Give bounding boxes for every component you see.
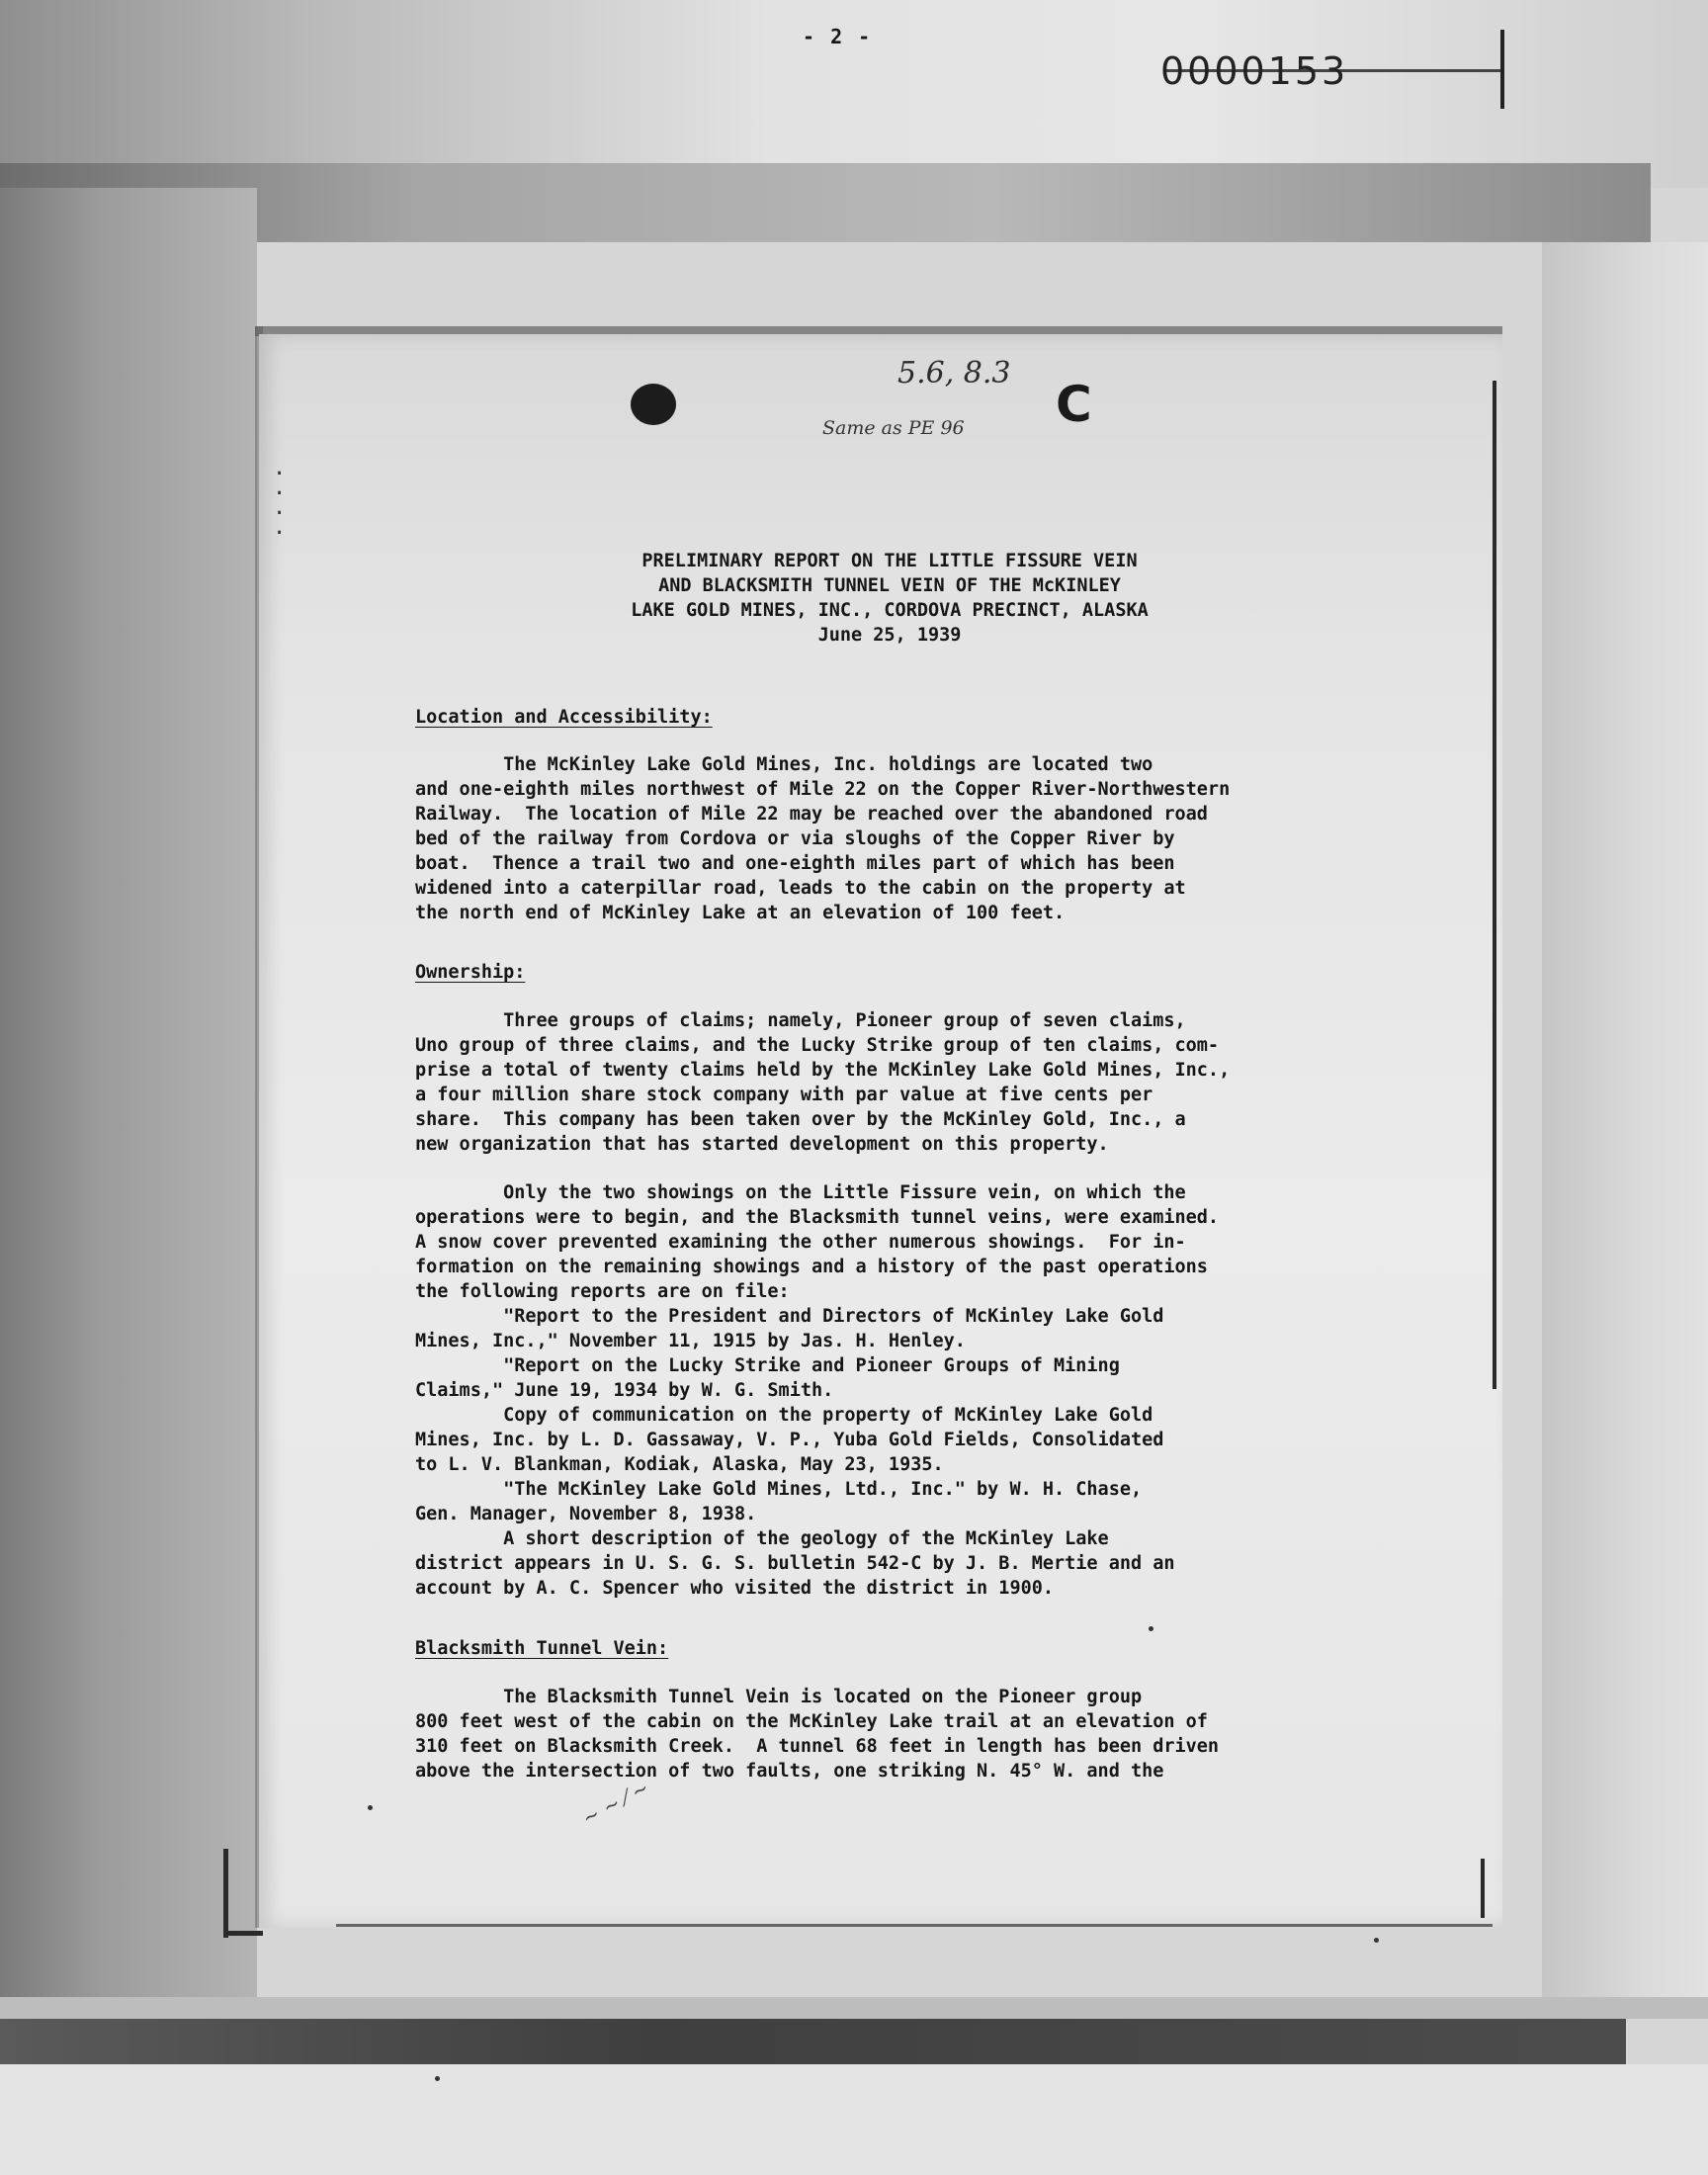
stamp-tick-mark xyxy=(1500,30,1504,109)
right-corner-mark xyxy=(1481,1859,1485,1918)
punch-hole xyxy=(631,384,676,425)
speck-mark xyxy=(435,2076,440,2081)
paragraph-ownership-claims: Three groups of claims; namely, Pioneer group of seven claims, Uno group of three claims, and the Lucky Strike group of ten claims, com- prise a total of twenty claims held by the McKinley Lake Gold Mines, Inc., a four million share stock company with par value at five cents per share. This company has been taken over by the McKinley Gold, Inc., a new organization that has started development on this property. xyxy=(415,1010,1231,1155)
left-corner-mark-foot xyxy=(223,1931,263,1936)
title-date: June 25, 1939 xyxy=(817,625,962,646)
section-heading-ownership: Ownership: xyxy=(415,962,526,983)
scan-background-left xyxy=(0,188,257,1997)
title-line: AND BLACKSMITH TUNNEL VEIN OF THE McKINLEY xyxy=(658,575,1121,596)
section-heading-blacksmith: Blacksmith Tunnel Vein: xyxy=(415,1638,669,1659)
punch-hole-mark: C xyxy=(1056,376,1092,433)
scan-background-bottom xyxy=(0,2064,1708,2175)
title-line: PRELIMINARY REPORT ON THE LITTLE FISSURE VEIN xyxy=(641,551,1138,571)
speck-mark xyxy=(368,1805,373,1810)
paragraph-location: The McKinley Lake Gold Mines, Inc. holdings are located two and one-eighth miles northwest of Mile 22 on the Copper River-Northwestern Railway. The location of Mile 22 may be reached over the abandoned road bed of the railway from Cordova or via sloughs of the Copper River by boat. Thence a trail two and one-eighth miles part of which has been widened into a caterpillar road, leads to the cabin on the property at the north end of McKinley Lake at an elevation of 100 feet. xyxy=(415,754,1231,923)
scan-bottom-band xyxy=(0,2019,1626,2064)
page-bottom-line xyxy=(336,1924,1493,1927)
scan-background-right xyxy=(1542,242,1708,1997)
speck-mark xyxy=(1374,1938,1379,1943)
paragraph-ownership-reports: Only the two showings on the Little Fissure vein, on which the operations were to begin, and the Blacksmith tunnel veins, were examined. A snow cover prevented examining the other numerous showings. For in- formation on the remaining showings and a history of the past operations the following reports are on file: "Report to the President and Directors of McKinley Lake Gold Mines, Inc.," November 11, 1915 by Jas. H. Henley. "Report on the Lucky Strike and Pioneer Groups of Mining Claims," June 19, 1934 by W. G. Smith. Copy of communication on the property of McKinley Lake Gold Mines, Inc. by L. D. Gassaway, V. P., Yuba Gold Fields, Consolidated to L. V. Blankman, Kodiak, Alaska, May 23, 1935. "The McKinley Lake Gold Mines, Ltd., Inc." by W. H. Chase, Gen. Manager, November 8, 1938. A short description of the geology of the McKinley Lake district appears in U. S. G. S. bulletin 542-C by J. B. Mertie and an account by A. C. Spencer who visited the district in 1900. xyxy=(415,1182,1220,1599)
document-id-stamp: 0000153 xyxy=(1160,49,1349,93)
title-line: LAKE GOLD MINES, INC., CORDOVA PRECINCT, ALASKA xyxy=(631,600,1149,621)
section-heading-location: Location and Accessibility: xyxy=(415,707,713,728)
margin-dots: · · · · xyxy=(273,462,287,546)
paragraph-blacksmith: The Blacksmith Tunnel Vein is located on the Pioneer group 800 feet west of the cabin on the McKinley Lake trail at an elevation of 310 feet on Blacksmith Creek. A tunnel 68 feet in length has been driven above the intersection of two faults, one striking N. 45° W. and the xyxy=(415,1687,1220,1782)
scan-bottom-strip xyxy=(0,1997,1708,2019)
right-edge-line xyxy=(1493,381,1496,1389)
handwritten-note-2: Same as PE 96 xyxy=(822,417,965,439)
speck-mark xyxy=(1149,1626,1153,1631)
report-title xyxy=(494,549,1285,648)
faint-scribble-mark: ∼ ∼ ⁄ ∼ xyxy=(578,1775,653,1831)
page-number: - 2 - xyxy=(803,25,873,48)
left-corner-mark xyxy=(223,1849,228,1938)
handwritten-note: 5.6, 8.3 xyxy=(897,356,1011,391)
